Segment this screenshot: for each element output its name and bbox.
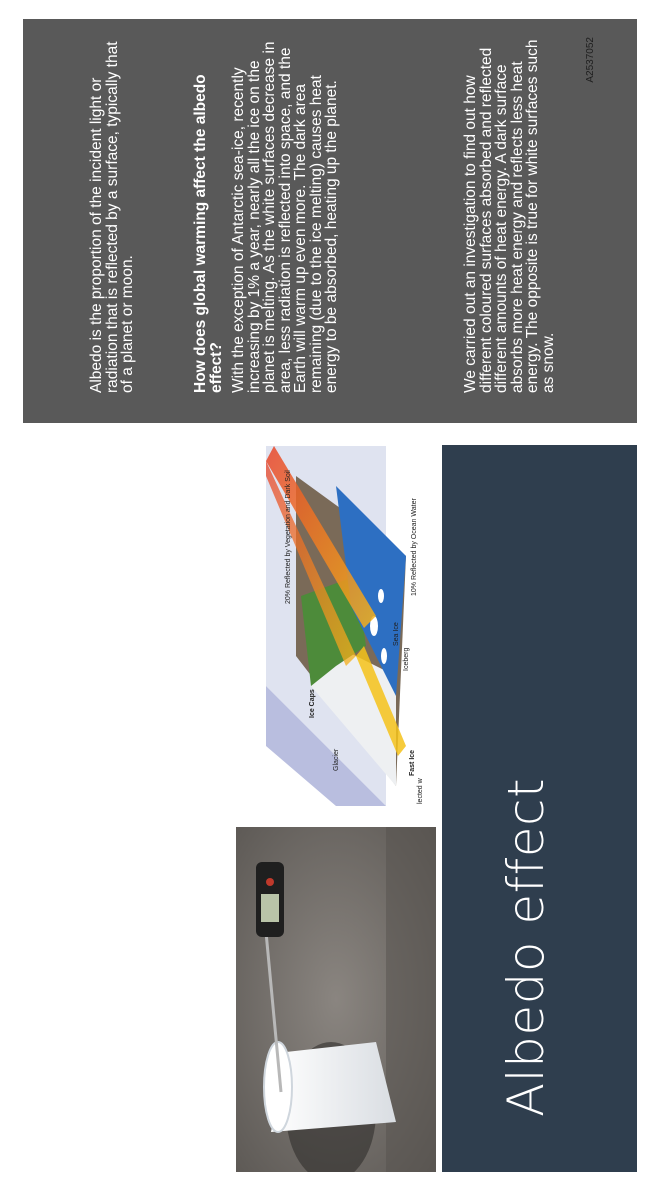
label-glacier: Glacier <box>333 748 340 771</box>
investigation-paragraph: We carried out an investigation to find out how different coloured surfaces absorbed and reflected different amounts of heat energy. A dark surface absorbs more heat energy and reflects less heat energy. The opposite is true for white surfaces such as snow. <box>462 39 557 393</box>
thermometer-button <box>266 878 274 886</box>
title-panel <box>442 445 637 1172</box>
albedo-diagram-illustration <box>256 446 426 806</box>
text-panel <box>23 19 637 423</box>
label-iceberg: Iceberg <box>403 647 410 671</box>
question-heading: How does global warming affect the albedo effect? <box>192 74 225 393</box>
albedo-diagram <box>256 446 426 806</box>
label-cut-off: lected w <box>417 778 424 804</box>
thermometer-display <box>261 894 279 922</box>
label-fast-ice: Fast Ice <box>409 749 416 776</box>
photo-illustration <box>236 827 436 1172</box>
definition-paragraph: Albedo is the proportion of the incident light or radiation that is reflected by a surface, typically that of a planet or moon. <box>88 41 136 393</box>
label-vegetation: 20% Reflected by Vegetation and Dark Soil <box>285 470 292 604</box>
label-sea-ice: Sea Ice <box>393 622 400 646</box>
stock-id: A2537052 <box>585 37 596 83</box>
cup-thermometer-photo <box>236 827 436 1172</box>
slide-title: Albedo effect <box>497 777 555 1117</box>
antarctic-paragraph: With the exception of Antarctic sea-ice, recently increasing by 1% a year, nearly all the ice on the planet is melting. As the white surfaces decrease in area, less radiation is reflected into space, and the Earth will warm up even more. The dark area remaining (due to the ice melting) causes heat energy to be absorbed, heating up the planet. <box>230 41 340 393</box>
label-ocean: 10% Reflected by Ocean Water <box>411 498 418 596</box>
label-ice-caps: Ice Caps <box>309 689 316 718</box>
